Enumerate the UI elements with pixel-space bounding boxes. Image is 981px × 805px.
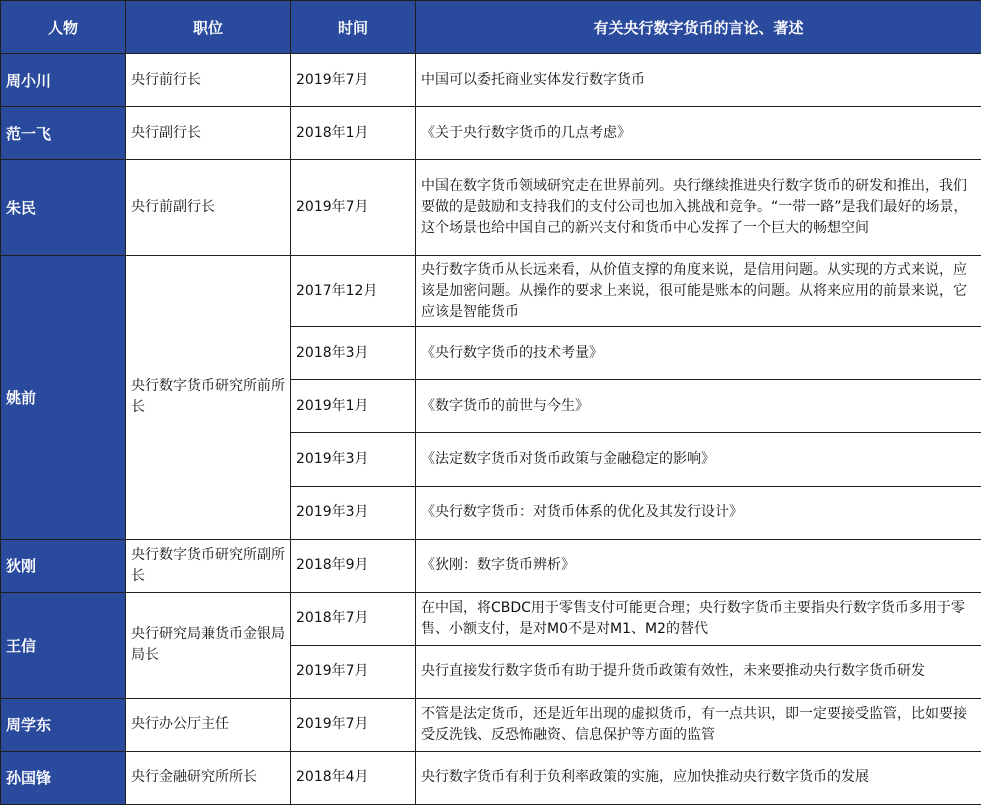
remark-cell: 中国可以委托商业实体发行数字货币 <box>416 54 981 107</box>
table-row <box>1 160 981 256</box>
time-cell: 2019年3月 <box>291 486 416 539</box>
position-cell: 央行研究局兼货币金银局局长 <box>126 592 291 698</box>
time-cell: 2018年9月 <box>291 539 416 592</box>
table-row <box>1 107 981 160</box>
time-cell: 2019年7月 <box>291 645 416 698</box>
position-cell: 央行金融研究所所长 <box>126 751 291 804</box>
time-cell: 2018年7月 <box>291 592 416 645</box>
remark-cell: 《法定数字货币对货币政策与金融稳定的影响》 <box>416 433 981 486</box>
table-row <box>1 751 981 804</box>
position-cell: 央行前副行长 <box>126 160 291 256</box>
time-cell: 2019年1月 <box>291 380 416 433</box>
remark-cell: 《数字货币的前世与今生》 <box>416 380 981 433</box>
remark-cell: 《关于央行数字货币的几点考虑》 <box>416 107 981 160</box>
time-cell: 2017年12月 <box>291 256 416 327</box>
remark-cell: 《央行数字货币：对货币体系的优化及其发行设计》 <box>416 486 981 539</box>
header-position: 职位 <box>126 1 291 54</box>
remark-cell: 《央行数字货币的技术考量》 <box>416 327 981 380</box>
remark-cell: 《狄刚：数字货币辨析》 <box>416 539 981 592</box>
time-cell: 2018年4月 <box>291 751 416 804</box>
header-time: 时间 <box>291 1 416 54</box>
table-row <box>1 54 981 107</box>
header-remarks: 有关央行数字货币的言论、著述 <box>416 1 981 54</box>
person-name: 孙国锋 <box>1 751 126 804</box>
person-name: 王信 <box>1 592 126 698</box>
position-cell: 央行办公厅主任 <box>126 698 291 751</box>
remark-cell: 中国在数字货币领域研究走在世界前列。央行继续推进央行数字货币的研发和推出，我们要做的是鼓励和支持我们的支付公司也加入挑战和竞争。“一带一路”是我们最好的场景，这个场景也给中国自己的新兴支付和货币中心发挥了一个巨大的畅想空间 <box>416 160 981 256</box>
person-name: 范一飞 <box>1 107 126 160</box>
table-row <box>1 592 981 645</box>
person-name: 狄刚 <box>1 539 126 592</box>
table-row <box>1 539 981 592</box>
remark-cell: 央行数字货币从长远来看，从价值支撑的角度来说，是信用问题。从实现的方式来说，应该是加密问题。从操作的要求上来说，很可能是账本的问题。从将来应用的前景来说，它应该是智能货币 <box>416 256 981 327</box>
header-row <box>1 1 981 54</box>
time-cell: 2019年7月 <box>291 698 416 751</box>
remark-cell: 央行数字货币有利于负利率政策的实施，应加快推动央行数字货币的发展 <box>416 751 981 804</box>
position-cell: 央行前行长 <box>126 54 291 107</box>
time-cell: 2019年3月 <box>291 433 416 486</box>
person-name: 周小川 <box>1 54 126 107</box>
remark-cell: 不管是法定货币，还是近年出现的虚拟货币，有一点共识，即一定要接受监管，比如要接受反洗钱、反恐怖融资、信息保护等方面的监管 <box>416 698 981 751</box>
header-person: 人物 <box>1 1 126 54</box>
position-cell: 央行数字货币研究所前所长 <box>126 256 291 539</box>
time-cell: 2018年3月 <box>291 327 416 380</box>
person-name: 朱民 <box>1 160 126 256</box>
remark-cell: 在中国，将CBDC用于零售支付可能更合理；央行数字货币主要指央行数字货币多用于零售、小额支付，是对M0不是对M1、M2的替代 <box>416 592 981 645</box>
remark-cell: 央行直接发行数字货币有助于提升货币政策有效性，未来要推动央行数字货币研发 <box>416 645 981 698</box>
table-row <box>1 698 981 751</box>
position-cell: 央行数字货币研究所副所长 <box>126 539 291 592</box>
time-cell: 2019年7月 <box>291 160 416 256</box>
person-name: 周学东 <box>1 698 126 751</box>
time-cell: 2019年7月 <box>291 54 416 107</box>
person-name: 姚前 <box>1 256 126 539</box>
table-row <box>1 256 981 327</box>
position-cell: 央行副行长 <box>126 107 291 160</box>
time-cell: 2018年1月 <box>291 107 416 160</box>
